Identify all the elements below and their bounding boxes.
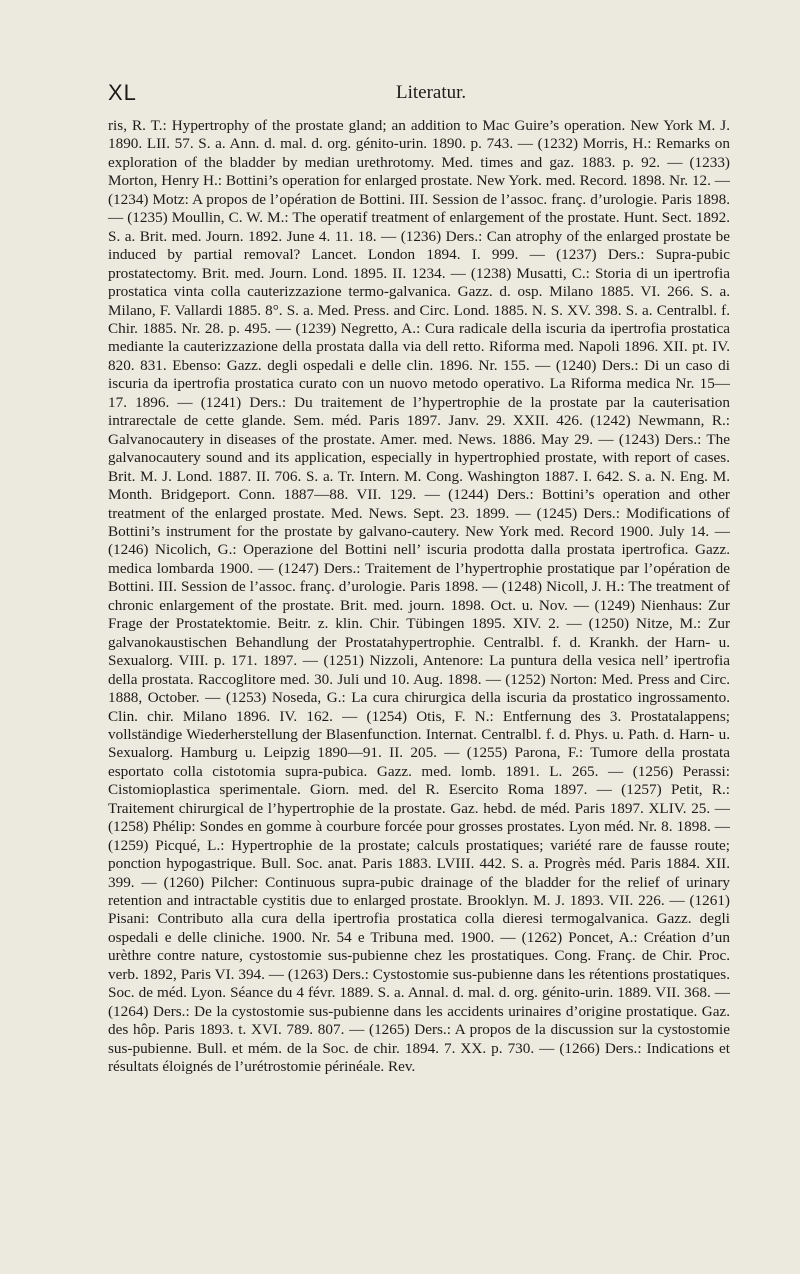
bibliography-text — [108, 117, 730, 1077]
bibliography-paragraph: ris, R. T.: Hypertrophy of the prostate gland; an addition to Mac Guire’s operation. New York M. J. 1890. LII. 57. S. a. Ann. d. mal. d. org. génito-urin. 1890. p. 743. — (1232) Morris, H.: Remarks on exploration of the bladder by median urethrotomy. Med. times and gaz. 1883. p. 92. — (1233) Morton, Henry H.: Bottini’s operation for enlarged prostate. New York. med. Record. 1898. Nr. 12. — (1234) Motz: A propos de l’opération de Bottini. III. Session de l’assoc. franç. d’urologie. Paris 1898. — (1235) Moullin, C. W. M.: The operatif treatment of enlargement of the prostate. Hunt. Sect. 1892. S. a. Brit. med. Journ. 1892. June 4. 11. 18. — (1236) Ders.: Can atrophy of the enlarged prostate be induced by partial removal? Lancet. London 1894. I. 999. — (1237) Ders.: Supra-pubic prostatectomy. Brit. med. Journ. Lond. 1895. II. 1234. — (1238) Musatti, C.: Storia di un ipertrofia prostatica vinta colla cauterizzazione termo-galvanica. Gazz. d. osp. Milano 1885. VI. 266. S. a. Milano, F. Vallardi 1885. 8°. S. a. Med. Press. and Circ. Lond. 1885. N. S. XV. 398. S. a. Centralbl. f. Chir. 1885. Nr. 28. p. 495. — (1239) Negretto, A.: Cura radicale della iscuria da ipertrofia prostatica mediante la cauterizzazione della prostata dalla via dell retto. Riforma med. Napoli 1896. XII. pt. IV. 820. 831. Ebenso: Gazz. degli ospedali e delle clin. 1896. Nr. 155. — (1240) Ders.: Di un caso di iscuria da ipertrofia prostatica curato con un nuovo metodo operativo. La Riforma medica Nr. 15—17. 1896. — (1241) Ders.: Du traitement de l’hypertrophie de la prostate par la cauterisation intrarectale de cette glande. Sem. méd. Paris 1897. Janv. 29. XXII. 426. (1242) Newmann, R.: Galvanocautery in diseases of the prostate. Amer. med. News. 1886. May 29. — (1243) Ders.: The galvanocautery sound and its application, especially in hypertrophied prostate, with report of cases. Brit. M. J. Lond. 1887. II. 706. S. a. Tr. Intern. M. Cong. Washington 1887. I. 642. S. a. N. Eng. M. Month. Bridgeport. Conn. 1887—88. VII. 129. — (1244) Ders.: Bottini’s operation and other treatment of the enlarged prostate. Med. News. Sept. 23. 1899. — (1245) Ders.: Modifications of Bottini’s instrument for the prostate by galvano-cautery. New York med. Record 1900. July 14. — (1246) Nicolich, G.: Operazione del Bottini nell’ iscuria prodotta dalla prostata ipertrofica. Gazz. medica lombarda 1900. — (1247) Ders.: Traitement de l’hypertrophie prostatique par l’opération de Bottini. III. Session de l’assoc. franç. d’urologie. Paris 1898. — (1248) Nicoll, J. H.: The treatment of chronic enlargement of the prostate. Brit. med. journ. 1898. Oct. u. Nov. — (1249) Nienhaus: Zur Frage der Prostatektomie. Beitr. z. klin. Chir. Tübingen 1895. XIV. 2. — (1250) Nitze, M.: Zur galvanokaustischen Behandlung der Prostatahypertrophie. Centralbl. f. d. Krankh. der Harn- u. Sexualorg. VIII. p. 171. 1897. — (1251) Nizzoli, Antenore: La puntura della vesica nell’ ipertrofia della prostata. Raccoglitore med. 30. Juli und 10. Aug. 1898. — (1252) Norton: Med. Press and Circ. 1888, October. — (1253) Noseda, G.: La cura chirurgica della iscuria da prostatico ingrossamento. Clin. chir. Milano 1896. IV. 162. — (1254) Otis, F. N.: Entfernung des 3. Prostatalappens; vollständige Wiederherstellung der Blasenfunction. Internat. Centralbl. f. d. Phys. u. Path. d. Harn- u. Sexualorg. Hamburg u. Leipzig 1890—91. II. 205. — (1255) Parona, F.: Tumore della prostata esportato colla cistotomia supra-pubica. Gazz. med. lomb. 1891. L. 265. — (1256) Perassi: Cistomioplastica sperimentale. Giorn. med. del R. Esercito Roma 1897. — (1257) Petit, R.: Traitement chirurgical de l’hypertrophie de la prostate. Gaz. hebd. de méd. Paris 1897. XLIV. 25. — (1258) Phélip: Sondes en gomme à courbure forcée pour grosses prostates. Lyon méd. Nr. 8. 1898. — (1259) Picqué, L.: Hypertrophie de la prostate; calculs prostatiques; variété rare de fausse route; ponction hypogastrique. Bull. Soc. anat. Paris 1883. LVIII. 442. S. a. Progrès méd. Paris 1884. XII. 399. — (1260) Pilcher: Continuous supra-pubic drainage of the bladder for the relief of urinary retention and intractable cystitis due to enlarged prostate. Brooklyn. M. J. 1893. VII. 226. — (1261) Pisani: Contributo alla cura della ipertrofia prostatica colla dieresi termogalvanica. Gazz. degli ospedali e delle cliniche. 1900. Nr. 54 e Tribuna med. 1900. — (1262) Poncet, A.: Création d’un urèthre contre nature, cystostomie sus-pubienne chez les prostatiques. Cong. Franç. de Chir. Proc. verb. 1892, Paris VI. 394. — (1263) Ders.: Cystostomie sus-pubienne dans les rétentions prostatiques. Soc. de méd. Lyon. Séance du 4 févr. 1889. S. a. Annal. d. mal. d. org. génito-urin. 1889. VII. 368. — (1264) Ders.: De la cystostomie sus-pubienne dans les accidents urinaires d’origine prostatique. Gaz. des hôp. Paris 1893. t. XVI. 789. 807. — (1265) Ders.: A propos de la discussion sur la cystostomie sus-pubienne. Bull. et mém. de la Soc. de chir. 1894. 7. XX. p. 730. — (1266) Ders.: Indications et résultats éloignés de l’urétrostomie périnéale. Rev. — [108, 117, 730, 1076]
running-title: Literatur. — [396, 82, 467, 103]
page-number: XL — [108, 80, 137, 105]
page-header — [108, 80, 730, 110]
